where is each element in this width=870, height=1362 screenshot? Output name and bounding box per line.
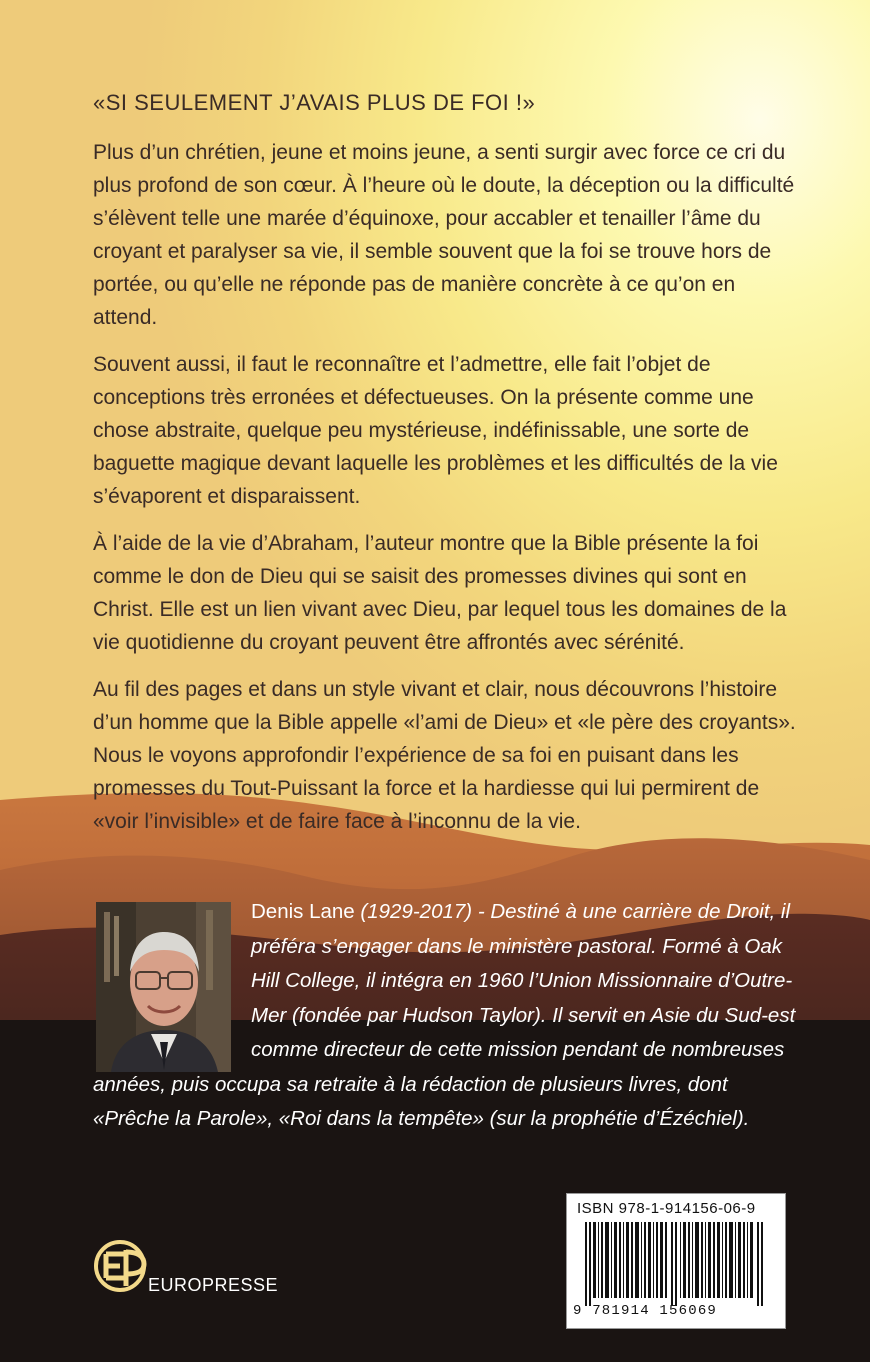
europresse-logo-icon [92, 1236, 152, 1296]
description [93, 136, 805, 852]
isbn-digits: 9 781914 156069 [573, 1303, 718, 1319]
paragraph: Souvent aussi, il faut le reconnaître et l’admettre, elle fait l’objet de conceptions très erronées et défectueuses. On la présente comme une chose abstraite, quelque peu mystérieuse, indéfinissable, une sorte de baguette magique devant laquelle les problèmes et les difficultés de la vie s’évaporent et disparaissent. [93, 353, 778, 508]
paragraph: Au fil des pages et dans un style vivant et clair, nous découvrons l’histoire d’un homme que la Bible appelle «l’ami de Dieu» et «le père des croyants». Nous le voyons approfondir l’expérience de sa foi en puisant dans les promesses du Tout-Puissant la force et la hardiesse qui lui permirent de «voir l’invisible» et de faire face à l’inconnu de la vie. [93, 678, 796, 833]
publisher-name: EUROPRESSE [148, 1275, 279, 1295]
author-bio [93, 895, 805, 1137]
isbn-barcode-box [566, 1193, 786, 1329]
paragraph: À l’aide de la vie d’Abraham, l’auteur montre que la Bible présente la foi comme le don de Dieu qui se saisit des promesses divines qui sont en Christ. Elle est un lien vivant avec Dieu, par lequel tous les domaines de la vie quotidienne du croyant peuvent être affrontés avec sérénité. [93, 532, 787, 654]
author-dates: (1929-2017) [360, 900, 473, 923]
author-biography: - Destiné à une carrière de Droit, il préféra s’engager dans le ministère pastoral. Formé à Oak Hill College, il intégra en 1960 l’Union Missionnaire d’Outre-Mer (fondée par Hudson Taylor). Il servit en Asie du Sud-est comme directeur de cette mission pendant de nombreuses années, puis occupa sa retraite à la rédaction de plusieurs livres, dont «Prêche la Parole», «Roi dans la tempête» (sur la prophétie d’Ézéchiel). [93, 900, 796, 1130]
isbn-label: ISBN 978-1-914156-06-9 [577, 1200, 756, 1217]
headline: «SI SEULEMENT J’AVAIS PLUS DE FOI !» [93, 90, 536, 115]
paragraph: Plus d’un chrétien, jeune et moins jeune, a senti surgir avec force ce cri du plus profond de son cœur. À l’heure où le doute, la déception ou la difficulté s’élèvent telle une marée d’équinoxe, pour accabler et tenailler l’âme du croyant et paralyser sa vie, il semble souvent que la foi se trouve hors de portée, ou qu’elle ne réponde pas de manière concrète à ce qu’on en attend. [93, 141, 795, 329]
author-name: Denis Lane [251, 900, 355, 923]
